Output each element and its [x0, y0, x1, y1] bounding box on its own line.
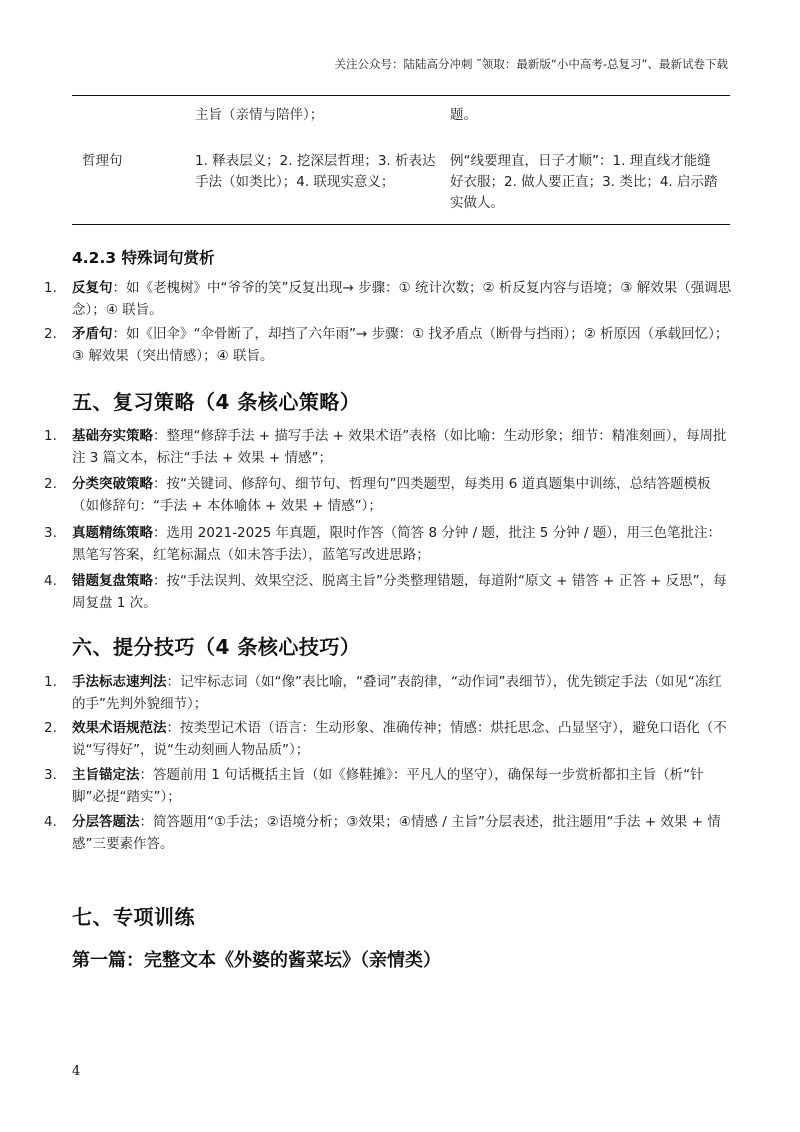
list-number: 1. [44, 428, 57, 444]
list-term: 效果术语规范法 [72, 720, 167, 736]
list-text: ：选用 2021-2025 年真题，限时作答（简答 8 分钟 / 题，批注 5 分钟 / 题），用三色笔批注：黑笔写答案，红笔标漏点（如未答手法），蓝笔写改进思路； [72, 525, 722, 563]
table-cell-r2-c2: 1. 释表层义；2. 挖深层哲理；3. 析表达手法（如类比）；4. 联现实意义； [195, 153, 436, 190]
list-number: 2. [44, 476, 57, 492]
list-number: 2. [44, 326, 57, 342]
list-text: ：整理“修辞手法 + 描写手法 + 效果术语”表格（如比喻：生动形象；细节：精准刻画），每周批注 3 篇文本，标注“手法 + 效果 + 情感”； [72, 428, 727, 466]
list-number: 1. [44, 280, 57, 296]
list-term: 错题复盘策略 [72, 573, 153, 589]
section-6-heading: 六、提分技巧（4 条核心技巧） [72, 635, 361, 659]
list-text: ：按“关键词、修辞句、细节句、哲理句”四类题型，每类用 6 道真题集中训练，总结答题模板（如修辞句：“手法 + 本体喻体 + 效果 + 情感”）； [72, 476, 711, 514]
page-header: 关注公众号：陆陆高分冲刺 ˜领取：最新版“小中高考-总复习”、最新试卷下载 [334, 57, 728, 71]
table-cell-r1-c3: 题。 [450, 107, 477, 123]
list-item [44, 764, 734, 808]
list-term: 分类突破策略 [72, 476, 153, 492]
table-top-rule [72, 95, 730, 96]
list-number: 3. [44, 767, 57, 783]
page-number: 4 [72, 1064, 81, 1079]
list-term: 基础夯实策略 [72, 428, 153, 444]
list-item [44, 425, 734, 469]
section-4-2-3-heading: 4.2.3 特殊词句赏析 [72, 249, 215, 267]
list-item [44, 717, 734, 761]
list-number: 1. [44, 674, 57, 690]
list-text: ：如《旧伞》“伞骨断了，却挡了六年雨”→ 步骤：① 找矛盾点（断骨与挡雨）；② 析原因（承载回忆）；③ 解效果（突出情感）；④ 联旨。 [72, 326, 729, 364]
list-term: 真题精练策略 [72, 525, 153, 541]
list-term: 分层答题法 [72, 814, 140, 830]
list-term: 手法标志速判法 [72, 674, 167, 690]
list-number: 4. [44, 814, 57, 830]
list-term: 矛盾句 [72, 326, 113, 342]
list-term: 反复句 [72, 280, 113, 296]
table-cell-r2-c3: 例“线要理直，日子才顺”：1. 理直线才能缝好衣服；2. 做人要正直；3. 类比；4. 启示踏实做人。 [450, 153, 718, 211]
section-5-heading: 五、复习策略（4 条核心策略） [72, 390, 361, 414]
list-item [44, 522, 734, 566]
list-item [44, 671, 734, 715]
section-7-subtitle: 第一篇：完整文本《外婆的酱菜坛》（亲情类） [72, 950, 441, 971]
list-text: ：简答题用“①手法；②语境分析；③效果；④情感 / 主旨”分层表述，批注题用“手法 + 效果 + 情感”三要素作答。 [72, 814, 721, 852]
table-cell-r2-c1: 哲理句 [82, 153, 123, 169]
list-text: ：如《老槐树》中“爷爷的笑”反复出现→ 步骤：① 统计次数；② 析反复内容与语境；③ 解效果（强调思念）；④ 联旨。 [72, 280, 732, 318]
list-item [44, 570, 734, 614]
list-text: ：答题前用 1 句话概括主旨（如《修鞋摊》：平凡人的坚守），确保每一步赏析都扣主旨（析“针脚”必提“踏实”）； [72, 767, 704, 805]
list-item [44, 811, 734, 855]
section-7-heading: 七、专项训练 [72, 905, 195, 929]
table-cell-r1-c2: 主旨（亲情与陪伴）； [195, 107, 324, 123]
list-item [44, 277, 734, 321]
list-text: ：记牢标志词（如“像”表比喻，“叠词”表韵律，“动作词”表细节），优先锁定手法（如见“冻红的手”先判外貌细节）； [72, 674, 722, 712]
list-text: ：按类型记术语（语言：生动形象、准确传神；情感：烘托思念、凸显坚守），避免口语化（不说“写得好”，说“生动刻画人物品质”）； [72, 720, 727, 758]
list-text: ：按“手法误判、效果空泛、脱离主旨”分类整理错题，每道附“原文 + 错答 + 正答 + 反思”，每周复盘 1 次。 [72, 573, 727, 611]
list-number: 3. [44, 525, 57, 541]
list-number: 2. [44, 720, 57, 736]
list-item [44, 323, 734, 367]
table-bottom-rule [72, 224, 730, 225]
list-item [44, 473, 734, 517]
list-number: 4. [44, 573, 57, 589]
list-term: 主旨锚定法 [72, 767, 140, 783]
